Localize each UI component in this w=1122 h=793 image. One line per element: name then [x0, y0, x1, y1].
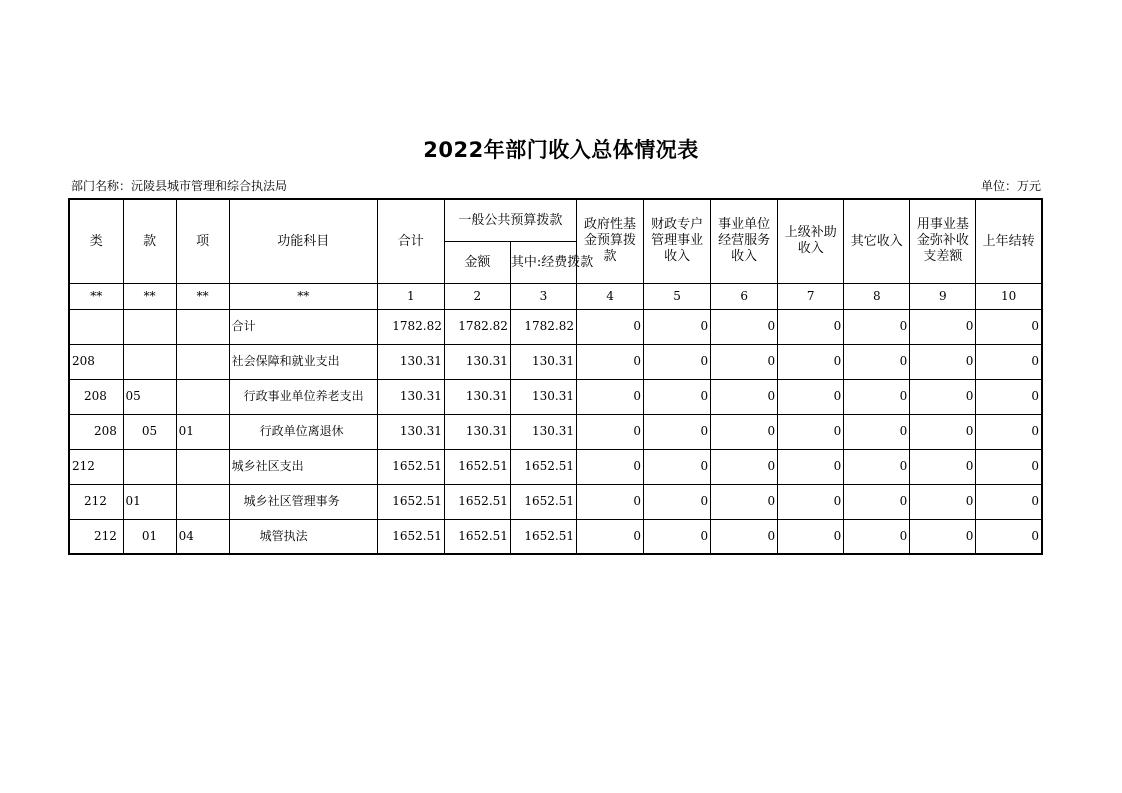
cell-special-account: 0 [644, 449, 711, 484]
cell-of-which: 1652.51 [510, 519, 576, 554]
cell-superior-subsidy: 0 [778, 344, 844, 379]
cell-amount: 130.31 [444, 379, 510, 414]
cell-xiang [176, 309, 229, 344]
cell-total: 130.31 [377, 344, 444, 379]
cell-gov-fund: 0 [576, 379, 643, 414]
cell-amount: 1652.51 [444, 484, 510, 519]
cell-function-subject: 合计 [229, 309, 377, 344]
cell-lei: 208 [69, 414, 123, 449]
cell-function-subject: 城管执法 [229, 519, 377, 554]
cell-superior-subsidy: 0 [778, 379, 844, 414]
cell-special-account: 0 [644, 379, 711, 414]
cell-fund-balance: 0 [910, 309, 976, 344]
cell-gov-fund: 0 [576, 519, 643, 554]
header-other-income: 其它收入 [844, 199, 910, 283]
cell-special-account: 0 [644, 309, 711, 344]
header-superior-subsidy: 上级补助收入 [778, 199, 844, 283]
cell-business-income: 0 [711, 449, 778, 484]
cell-kuan [123, 344, 176, 379]
cell-lei: 208 [69, 379, 123, 414]
department-name: 部门名称：沅陵县城市管理和综合执法局 [71, 179, 288, 193]
cell-other-income: 0 [844, 519, 910, 554]
cell-last-year: 0 [976, 414, 1042, 449]
header-last-year: 上年结转 [976, 199, 1042, 283]
cell-gov-fund: 0 [576, 449, 643, 484]
index-cell: 5 [644, 283, 711, 309]
index-cell: ** [69, 283, 123, 309]
cell-total: 1782.82 [377, 309, 444, 344]
cell-gov-fund: 0 [576, 484, 643, 519]
cell-business-income: 0 [711, 344, 778, 379]
cell-business-income: 0 [711, 379, 778, 414]
cell-lei [69, 309, 123, 344]
cell-total: 130.31 [377, 379, 444, 414]
table-row [69, 414, 1042, 449]
header-total: 合计 [377, 199, 444, 283]
index-cell: 9 [910, 283, 976, 309]
index-cell: 7 [778, 283, 844, 309]
index-row [69, 283, 1042, 309]
cell-xiang [176, 449, 229, 484]
cell-function-subject: 城乡社区支出 [229, 449, 377, 484]
cell-xiang [176, 484, 229, 519]
cell-last-year: 0 [976, 379, 1042, 414]
cell-last-year: 0 [976, 309, 1042, 344]
header-kuan: 款 [123, 199, 176, 283]
index-cell: 1 [377, 283, 444, 309]
cell-kuan: 05 [123, 379, 176, 414]
index-cell: ** [123, 283, 176, 309]
cell-special-account: 0 [644, 519, 711, 554]
index-cell: ** [176, 283, 229, 309]
index-cell: 2 [444, 283, 510, 309]
cell-function-subject: 行政事业单位养老支出 [229, 379, 377, 414]
table-row [69, 484, 1042, 519]
cell-xiang: 01 [176, 414, 229, 449]
header-fund-balance: 用事业基金弥补收支差额 [910, 199, 976, 283]
cell-other-income: 0 [844, 414, 910, 449]
cell-lei: 208 [69, 344, 123, 379]
cell-function-subject: 行政单位离退休 [229, 414, 377, 449]
cell-fund-balance: 0 [910, 414, 976, 449]
cell-fund-balance: 0 [910, 484, 976, 519]
cell-kuan: 01 [123, 484, 176, 519]
cell-of-which: 1652.51 [510, 449, 576, 484]
header-of-which: 其中:经费拨款 [510, 241, 576, 283]
cell-other-income: 0 [844, 344, 910, 379]
cell-function-subject: 城乡社区管理事务 [229, 484, 377, 519]
cell-of-which: 130.31 [510, 344, 576, 379]
cell-fund-balance: 0 [910, 519, 976, 554]
cell-total: 1652.51 [377, 484, 444, 519]
table-row [69, 344, 1042, 379]
header-lei: 类 [69, 199, 123, 283]
table-row [69, 449, 1042, 484]
index-cell: 8 [844, 283, 910, 309]
cell-amount: 130.31 [444, 414, 510, 449]
cell-fund-balance: 0 [910, 344, 976, 379]
cell-fund-balance: 0 [910, 379, 976, 414]
cell-amount: 130.31 [444, 344, 510, 379]
header-special-account: 财政专户管理事业收入 [644, 199, 711, 283]
cell-kuan: 01 [123, 519, 176, 554]
cell-of-which: 130.31 [510, 414, 576, 449]
table-row [69, 379, 1042, 414]
cell-business-income: 0 [711, 519, 778, 554]
index-cell: ** [229, 283, 377, 309]
cell-amount: 1652.51 [444, 449, 510, 484]
page-title: 2022年部门收入总体情况表 [423, 138, 699, 162]
cell-fund-balance: 0 [910, 449, 976, 484]
table-row [69, 309, 1042, 344]
cell-other-income: 0 [844, 484, 910, 519]
header-general-budget: 一般公共预算拨款 [444, 199, 576, 241]
header-function-subject: 功能科目 [229, 199, 377, 283]
cell-kuan [123, 309, 176, 344]
header-xiang: 项 [176, 199, 229, 283]
cell-last-year: 0 [976, 449, 1042, 484]
cell-special-account: 0 [644, 344, 711, 379]
cell-gov-fund: 0 [576, 344, 643, 379]
cell-xiang [176, 344, 229, 379]
cell-amount: 1652.51 [444, 519, 510, 554]
table-row [69, 519, 1042, 554]
cell-xiang: 04 [176, 519, 229, 554]
cell-lei: 212 [69, 484, 123, 519]
cell-gov-fund: 0 [576, 309, 643, 344]
cell-superior-subsidy: 0 [778, 449, 844, 484]
cell-last-year: 0 [976, 484, 1042, 519]
cell-lei: 212 [69, 519, 123, 554]
index-cell: 4 [576, 283, 643, 309]
cell-other-income: 0 [844, 449, 910, 484]
header-gov-fund: 政府性基金预算拨款 [576, 199, 643, 283]
cell-business-income: 0 [711, 414, 778, 449]
cell-superior-subsidy: 0 [778, 519, 844, 554]
cell-function-subject: 社会保障和就业支出 [229, 344, 377, 379]
cell-other-income: 0 [844, 309, 910, 344]
cell-other-income: 0 [844, 379, 910, 414]
cell-xiang [176, 379, 229, 414]
cell-kuan: 05 [123, 414, 176, 449]
cell-superior-subsidy: 0 [778, 414, 844, 449]
cell-business-income: 0 [711, 309, 778, 344]
cell-last-year: 0 [976, 519, 1042, 554]
cell-total: 1652.51 [377, 449, 444, 484]
header-amount: 金额 [444, 241, 510, 283]
cell-total: 1652.51 [377, 519, 444, 554]
cell-last-year: 0 [976, 344, 1042, 379]
cell-lei: 212 [69, 449, 123, 484]
index-cell: 10 [976, 283, 1042, 309]
cell-gov-fund: 0 [576, 414, 643, 449]
cell-superior-subsidy: 0 [778, 484, 844, 519]
cell-superior-subsidy: 0 [778, 309, 844, 344]
income-table [68, 198, 1043, 555]
cell-special-account: 0 [644, 414, 711, 449]
cell-total: 130.31 [377, 414, 444, 449]
cell-of-which: 130.31 [510, 379, 576, 414]
index-cell: 6 [711, 283, 778, 309]
cell-amount: 1782.82 [444, 309, 510, 344]
header-business-income: 事业单位经营服务收入 [711, 199, 778, 283]
unit-label: 单位：万元 [980, 179, 1041, 193]
cell-of-which: 1652.51 [510, 484, 576, 519]
cell-business-income: 0 [711, 484, 778, 519]
cell-kuan [123, 449, 176, 484]
cell-special-account: 0 [644, 484, 711, 519]
index-cell: 3 [510, 283, 576, 309]
cell-of-which: 1782.82 [510, 309, 576, 344]
